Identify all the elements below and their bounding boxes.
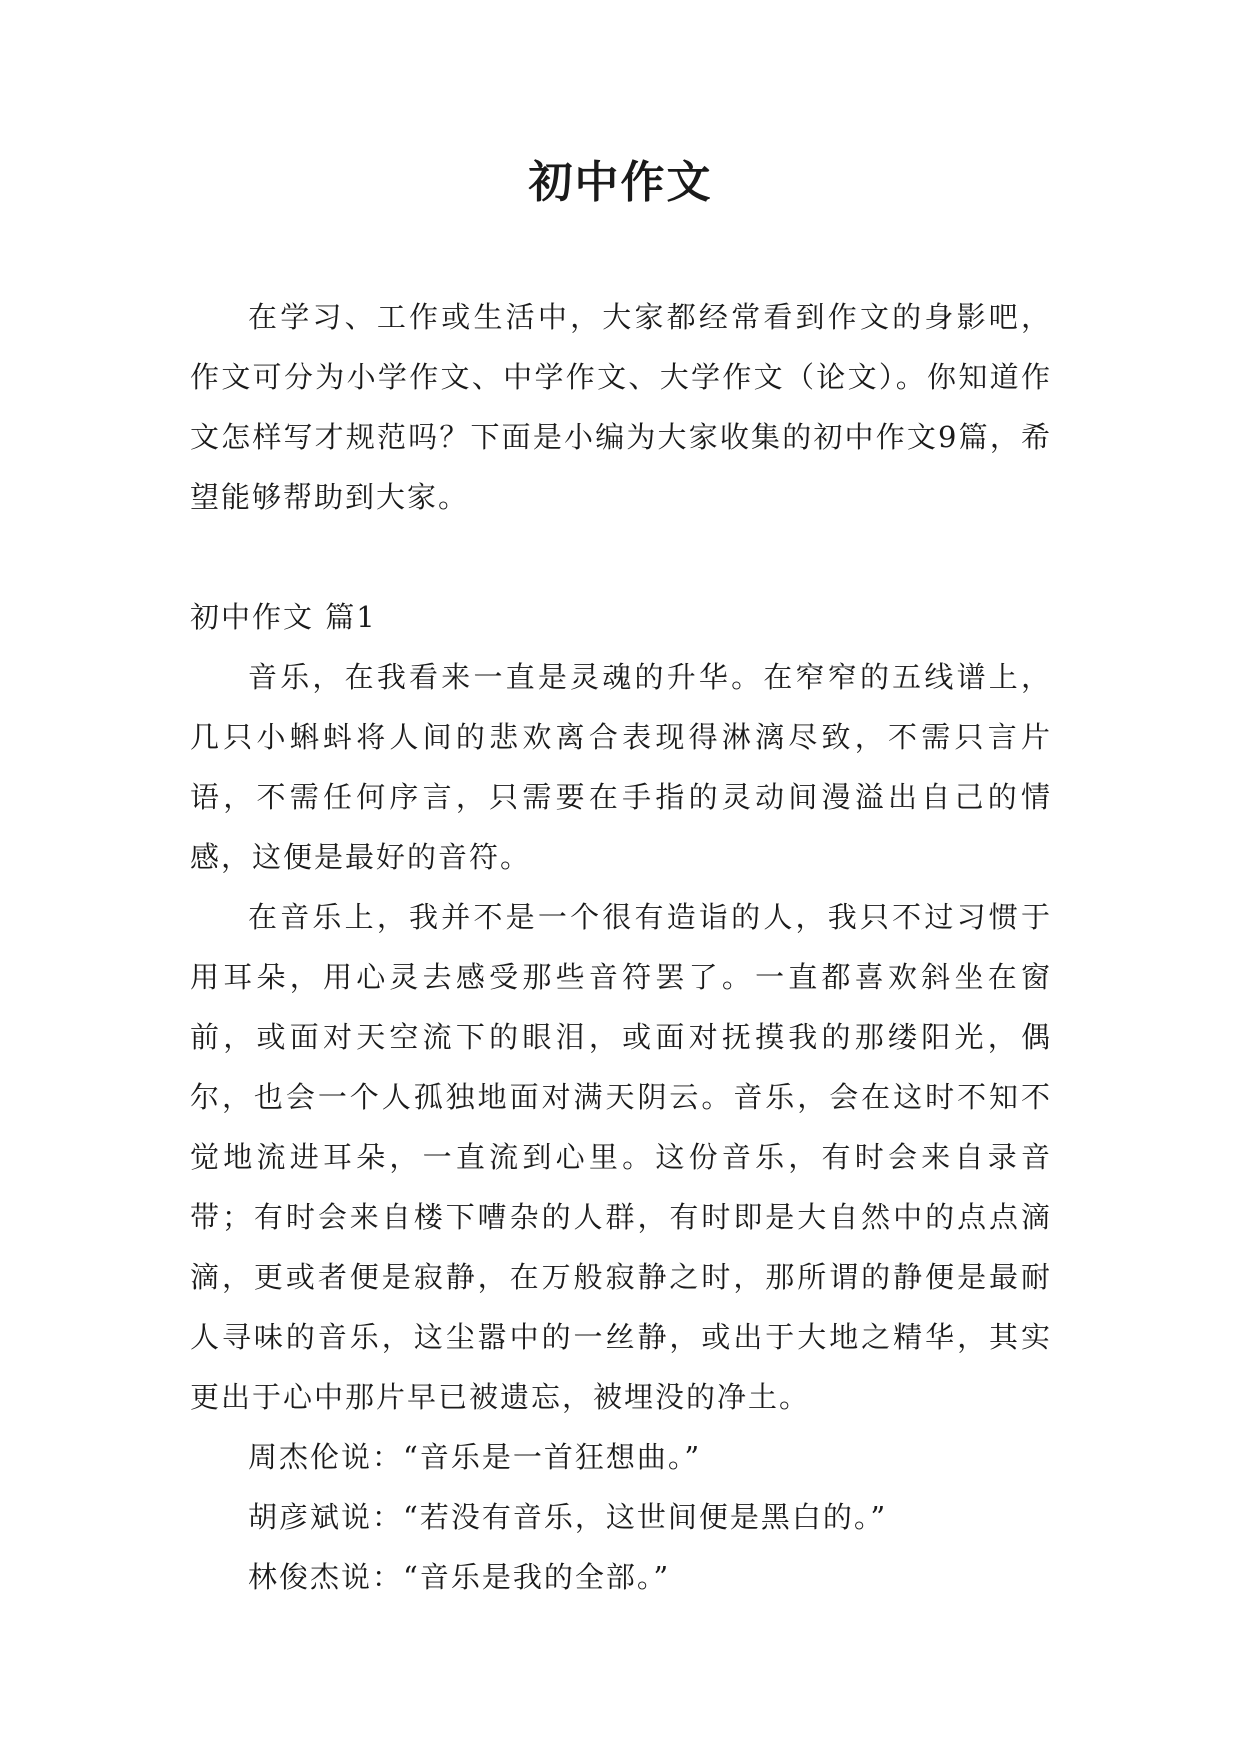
document-body bbox=[190, 287, 1052, 1607]
body-paragraph-1: 音乐，在我看来一直是灵魂的升华。在窄窄的五线谱上，几只小蝌蚪将人间的悲欢离合表现得淋漓尽致，不需只言片语，不需任何序言，只需要在手指的灵动间漫溢出自己的情感，这便是最好的音符。 bbox=[190, 660, 1052, 874]
intro-paragraph: 在学习、工作或生活中，大家都经常看到作文的身影吧，作文可分为小学作文、中学作文、大学作文（论文）。你知道作文怎样写才规范吗？下面是小编为大家收集的初中作文9篇，希望能够帮助到大家。 bbox=[190, 300, 1052, 514]
body-paragraph-2: 在音乐上，我并不是一个很有造诣的人，我只不过习惯于用耳朵，用心灵去感受那些音符罢了。一直都喜欢斜坐在窗前，或面对天空流下的眼泪，或面对抚摸我的那缕阳光，偶尔，也会一个人孤独地面对满天阴云。音乐，会在这时不知不觉地流进耳朵，一直流到心里。这份音乐，有时会来自录音带；有时会来自楼下嘈杂的人群，有时即是大自然中的点点滴滴，更或者便是寂静，在万般寂静之时，那所谓的静便是最耐人寻味的音乐，这尘嚣中的一丝静，或出于大地之精华，其实更出于心中那片早已被遗忘，被埋没的净土。 bbox=[190, 900, 1052, 1414]
quote-paragraph-3: 林俊杰说：“音乐是我的全部。” bbox=[248, 1560, 671, 1594]
quote-paragraph-1: 周杰伦说：“音乐是一首狂想曲。” bbox=[248, 1440, 702, 1474]
document-title: 初中作文 bbox=[528, 157, 713, 208]
quote-paragraph-2: 胡彦斌说：“若没有音乐，这世间便是黑白的。” bbox=[248, 1500, 888, 1534]
section-heading: 初中作文 篇1 bbox=[190, 600, 377, 634]
